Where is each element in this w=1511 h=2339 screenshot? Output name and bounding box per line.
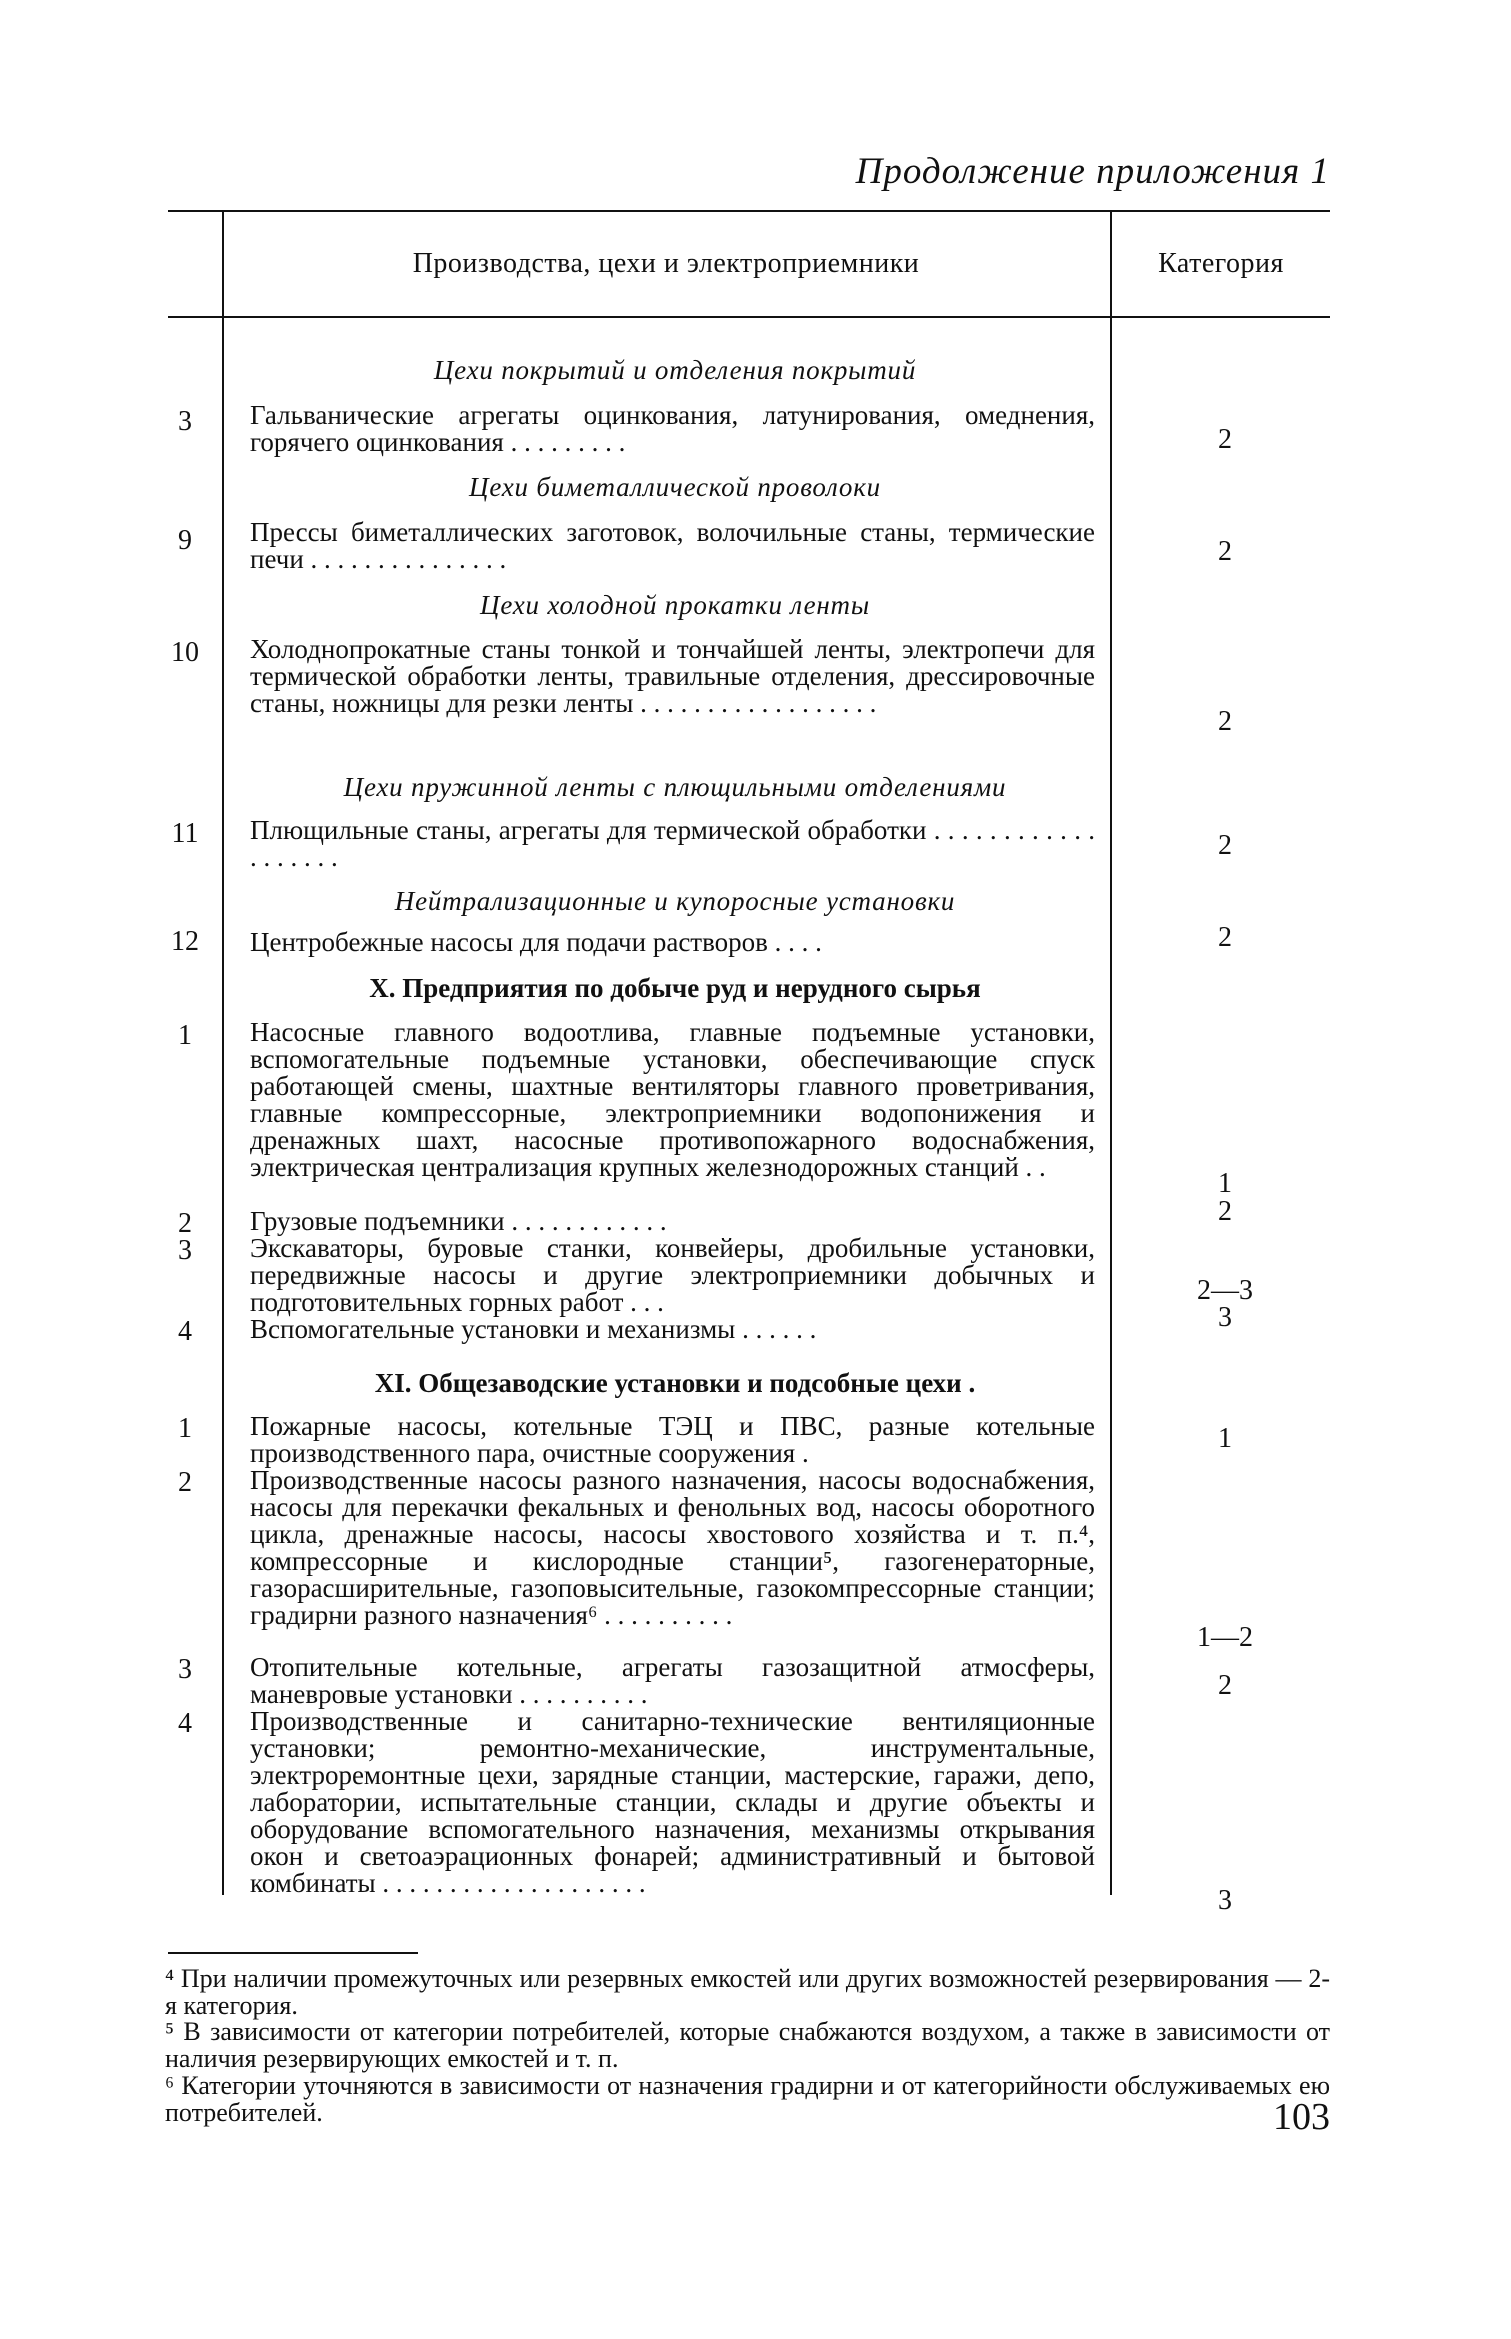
row-number: 4 — [178, 1708, 192, 1739]
footnote: ⁶ Категории уточняются в зависимости от назначения градирни и от категорийности обслуживаемых ею потребителей. — [165, 2071, 1330, 2127]
continuation-header: Продолжение приложения 1 — [855, 151, 1330, 192]
row-text: Производственные и санитарно-технические вентиляционные установки; ремонтно-механические, инструментальные, электроремонтные цехи, зарядные станции, мастерские, гаражи, депо, лаборатории, испытательные станции, склады и другие объекты и оборудование вспомогательного назначения, механизмы открывания окон и светоаэрационных фонарей; административный и бытовой комбинаты . . . . . . . . . . . . . . . . . . . . — [250, 1706, 1102, 1898]
column-header-category: Категория — [1158, 248, 1284, 279]
row-category: 2 — [1218, 922, 1232, 953]
footnote: ⁵ В зависимости от категории потребителей, которые снабжаются воздухом, а также в зависимости от наличия резервирующих емкостей и т. п. — [165, 2017, 1330, 2073]
row-number: 9 — [178, 525, 192, 556]
row-number: 11 — [171, 818, 199, 849]
table-header-rule — [168, 316, 1330, 318]
row-number: 3 — [178, 406, 192, 437]
row-category: 2—3 — [1197, 1275, 1253, 1306]
row-text: Грузовые подъемники . . . . . . . . . . . . — [250, 1206, 667, 1236]
row-category: 1 — [1218, 1423, 1232, 1454]
footnote: ⁴ При наличии промежуточных или резервных емкостей или других возможностей резервирования — 2-я категория. — [165, 1964, 1330, 2020]
row-text: Отопительные котельные, агрегаты газозащитной атмосферы, маневровые установки . . . . . . . . . . — [250, 1652, 1102, 1709]
table-left-rule — [222, 210, 224, 1895]
row-number: 2 — [178, 1208, 192, 1239]
row-text: Экскаваторы, буровые станки, конвейеры, дробильные установки, передвижные насосы и другие электроприемники добычных и подготовительных горных работ . . . — [250, 1233, 1102, 1317]
table-right-rule — [1110, 210, 1112, 1895]
row-category: 1—2 — [1197, 1622, 1253, 1653]
row-category: 3 — [1218, 1302, 1232, 1333]
row-text: Прессы биметаллических заготовок, волочильные станы, термические печи . . . . . . . . . . . . . . . — [250, 517, 1102, 574]
section-title: Цехи покрытий и отделения покрытий — [433, 355, 917, 385]
row-number: 1 — [178, 1020, 192, 1051]
section-title: Цехи холодной прокатки ленты — [480, 590, 870, 620]
row-number: 1 — [178, 1413, 192, 1444]
row-category: 2 — [1218, 536, 1232, 567]
row-category: 2 — [1218, 1670, 1232, 1701]
row-category: 2 — [1218, 1196, 1232, 1227]
row-category: 1 — [1218, 1168, 1232, 1199]
footnote-rule — [168, 1952, 418, 1954]
row-number: 10 — [171, 637, 199, 668]
row-text: Центробежные насосы для подачи растворов . . . . — [250, 927, 822, 957]
row-category: 2 — [1218, 424, 1232, 455]
section-title: Цехи биметаллической проволоки — [469, 472, 881, 502]
row-category: 3 — [1218, 1885, 1232, 1916]
row-text: Пожарные насосы, котельные ТЭЦ и ПВС, разные котельные производственного пара, очистные сооружения . — [250, 1411, 1102, 1468]
page-number: 103 — [1273, 2096, 1330, 2138]
row-category: 2 — [1218, 706, 1232, 737]
row-text: Производственные насосы разного назначения, насосы водоснабжения, насосы для перекачки фекальных и фенольных вод, насосы оборотного цикла, дренажные насосы, насосы хвостового хозяйства и т. п.⁴, компрессорные и кислородные станции⁵, газогенераторные, газорасширительные, газоповысительные, газокомпрессорные станции; градирни разного назначения⁶ . . . . . . . . . . — [250, 1465, 1102, 1630]
row-number: 12 — [171, 926, 199, 957]
section-title-bold: XI. Общезаводские установки и подсобные цехи . — [374, 1368, 976, 1398]
row-number: 3 — [178, 1654, 192, 1685]
row-number: 4 — [178, 1316, 192, 1347]
section-title-bold: X. Предприятия по добыче руд и нерудного сырья — [369, 973, 981, 1003]
table-top-rule — [168, 210, 1330, 212]
section-title: Нейтрализационные и купоросные установки — [394, 886, 956, 916]
row-text: Плющильные станы, агрегаты для термической обработки . . . . . . . . . . . . . . . . . . . — [250, 815, 1102, 872]
row-number: 2 — [178, 1467, 192, 1498]
row-text: Холоднопрокатные станы тонкой и тончайшей ленты, электропечи для термической обработки ленты, травильные отделения, дрессировочные станы, ножницы для резки ленты . . . . . . . . . . . . . . . . . . — [250, 634, 1102, 718]
section-title: Цехи пружинной ленты с плющильными отделениями — [343, 772, 1007, 802]
row-number: 3 — [178, 1235, 192, 1266]
column-header-name: Производства, цехи и электроприемники — [412, 248, 920, 279]
row-text: Гальванические агрегаты оцинкования, латунирования, омеднения, горячего оцинкования . . . . . . . . . — [250, 400, 1102, 457]
row-category: 2 — [1218, 830, 1232, 861]
row-text: Вспомогательные установки и механизмы . . . . . . — [250, 1314, 817, 1344]
row-text: Насосные главного водоотлива, главные подъемные установки, вспомогательные подъемные установки, обеспечивающие спуск работающей смены, шахтные вентиляторы главного проветривания, главные компрессорные, электроприемники водопонижения и дренажных шахт, насосные противопожарного водоснабжения, электрическая централизация крупных железнодорожных станций . . — [250, 1017, 1102, 1182]
